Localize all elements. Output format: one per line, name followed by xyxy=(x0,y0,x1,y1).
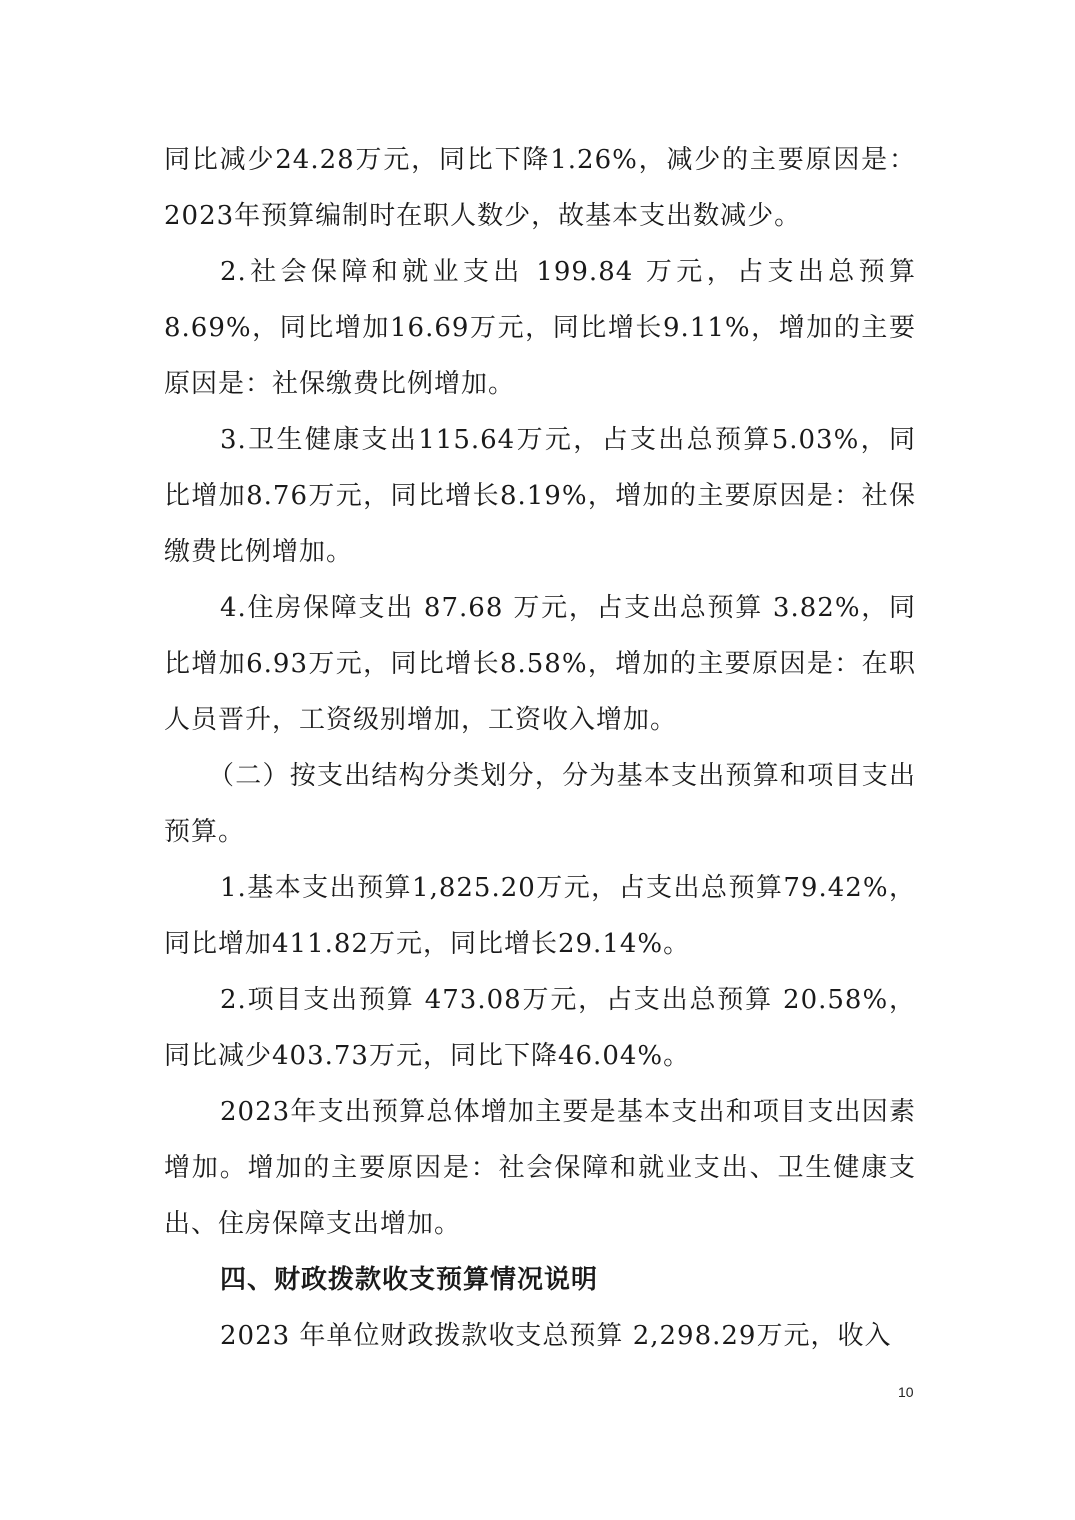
paragraph-1: 同比减少24.28万元，同比下降1.26%，减少的主要原因是：2023年预算编制时在职人数少，故基本支出数减少。 xyxy=(164,145,916,231)
paragraph-3: 3.卫生健康支出115.64万元，占支出总预算5.03%，同比增加8.76万元，同比增长8.19%，增加的主要原因是：社保缴费比例增加。 xyxy=(164,425,916,567)
body-text xyxy=(164,132,916,1364)
paragraph-8: 2023年支出预算总体增加主要是基本支出和项目支出因素增加。增加的主要原因是：社会保障和就业支出、卫生健康支出、住房保障支出增加。 xyxy=(164,1097,916,1239)
paragraph-6: 1.基本支出预算1,825.20万元，占支出总预算79.42%，同比增加411.82万元，同比增长29.14%。 xyxy=(164,873,916,959)
paragraph-7: 2.项目支出预算 473.08万元，占支出总预算 20.58%，同比减少403.73万元，同比下降46.04%。 xyxy=(164,985,916,1071)
paragraph-5: （二）按支出结构分类划分，分为基本支出预算和项目支出预算。 xyxy=(164,761,916,847)
paragraph-9: 2023 年单位财政拨款收支总预算 2,298.29万元，收入 xyxy=(220,1321,892,1351)
section-heading: 四、财政拨款收支预算情况说明 xyxy=(220,1265,599,1295)
page-number: 10 xyxy=(898,1384,914,1400)
paragraph-2: 2.社会保障和就业支出 199.84 万元，占支出总预算8.69%，同比增加16.69万元，同比增长9.11%，增加的主要原因是：社保缴费比例增加。 xyxy=(164,257,916,399)
paragraph-4: 4.住房保障支出 87.68 万元，占支出总预算 3.82%，同比增加6.93万元，同比增长8.58%，增加的主要原因是：在职人员晋升，工资级别增加，工资收入增加。 xyxy=(164,593,916,735)
